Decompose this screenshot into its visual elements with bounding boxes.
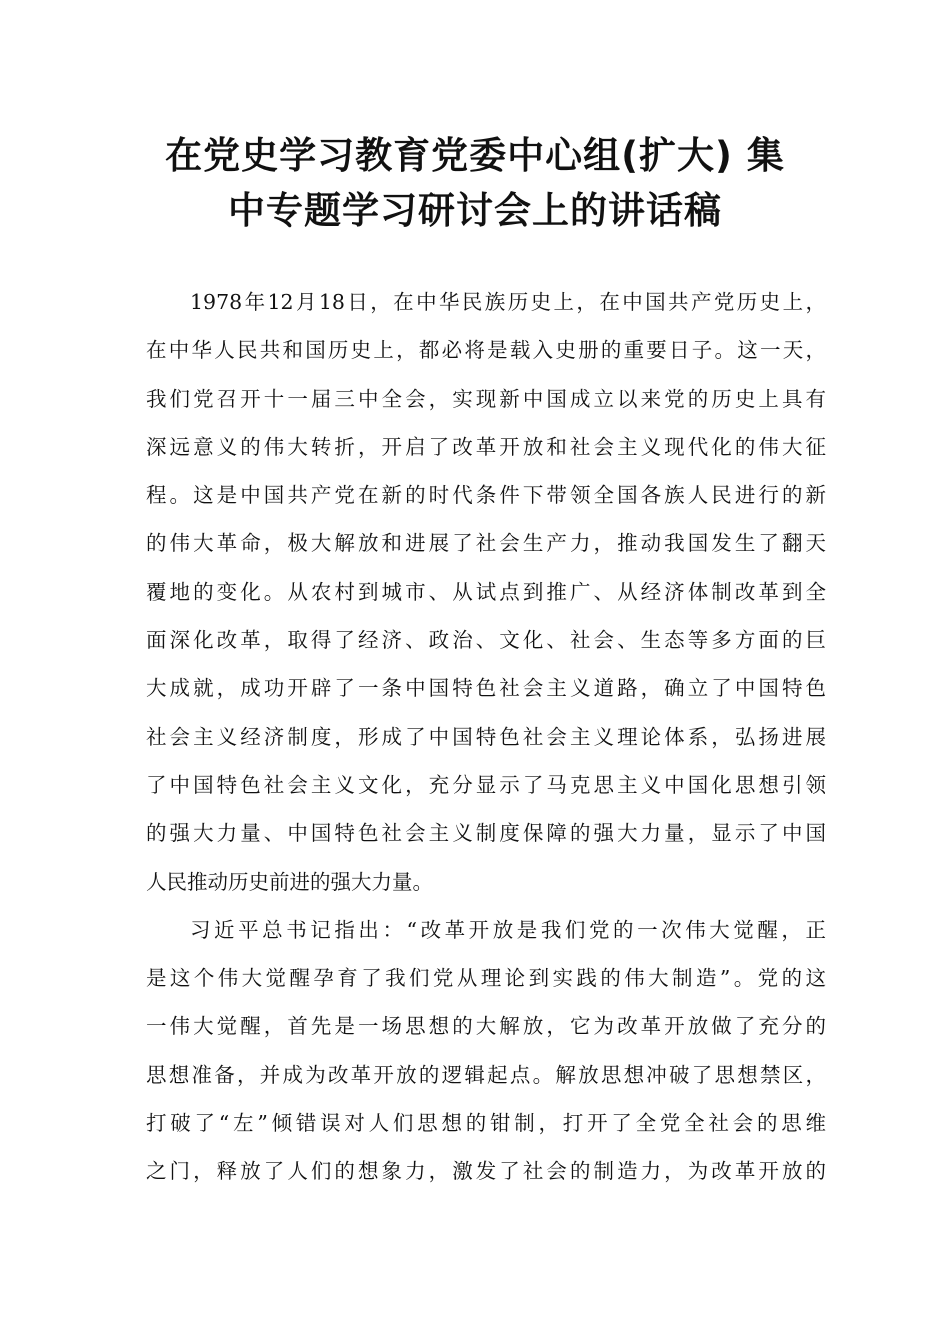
- paragraph-line: 我们党召开十一届三中全会，实现新中国成立以来党的历史上具有: [146, 386, 826, 411]
- paragraph-line: 一伟大觉醒，首先是一场思想的大解放，它为改革开放做了充分的: [146, 1014, 826, 1039]
- document-title: [130, 128, 820, 238]
- paragraph-line: 是这个伟大觉醒孕育了我们党从理论到实践的伟大制造”。党的这: [146, 966, 826, 991]
- paragraph: [146, 282, 826, 910]
- paragraph-line: 思想准备，并成为改革开放的逻辑起点。解放思想冲破了思想禁区，: [146, 1062, 826, 1087]
- paragraph-line: 大成就，成功开辟了一条中国特色社会主义道路，确立了中国特色: [146, 676, 826, 701]
- title-line: 中专题学习研讨会上的讲话稿: [228, 189, 722, 232]
- paragraph-line: 程。这是中国共产党在新的时代条件下带领全国各族人民进行的新: [146, 483, 826, 508]
- paragraph-line: 的强大力量、中国特色社会主义制度保障的强大力量，显示了中国: [146, 821, 826, 846]
- paragraph-line: 打破了“左”倾错误对人们思想的钳制，打开了全党全社会的思维: [146, 1111, 826, 1136]
- paragraph-line: 1978年12月18日，在中华民族历史上，在中国共产党历史上，: [190, 290, 826, 314]
- title-line: 在党史学习教育党委中心组(扩大) 集: [165, 134, 785, 177]
- document-body: [146, 282, 826, 1200]
- paragraph-line: 面深化改革，取得了经济、政治、文化、社会、生态等多方面的巨: [146, 628, 826, 653]
- paragraph: [146, 910, 826, 1200]
- paragraph-line: 社会主义经济制度，形成了中国特色社会主义理论体系，弘扬进展: [146, 724, 826, 749]
- paragraph-line: 之门，释放了人们的想象力，激发了社会的制造力，为改革开放的: [146, 1159, 826, 1184]
- paragraph-line: 在中华人民共和国历史上，都必将是载入史册的重要日子。这一天，: [146, 338, 826, 363]
- paragraph-line: 人民推动历史前进的强大力量。: [146, 869, 433, 894]
- paragraph-line: 了中国特色社会主义文化，充分显示了马克思主义中国化思想引领: [146, 772, 826, 797]
- paragraph-line: 深远意义的伟大转折，开启了改革开放和社会主义现代化的伟大征: [146, 434, 826, 459]
- paragraph-line: 的伟大革命，极大解放和进展了社会生产力，推动我国发生了翻天: [146, 531, 826, 556]
- paragraph-line: 习近平总书记指出：“改革开放是我们党的一次伟大觉醒，正: [190, 917, 826, 942]
- paragraph-line: 覆地的变化。从农村到城市、从试点到推广、从经济体制改革到全: [146, 579, 826, 604]
